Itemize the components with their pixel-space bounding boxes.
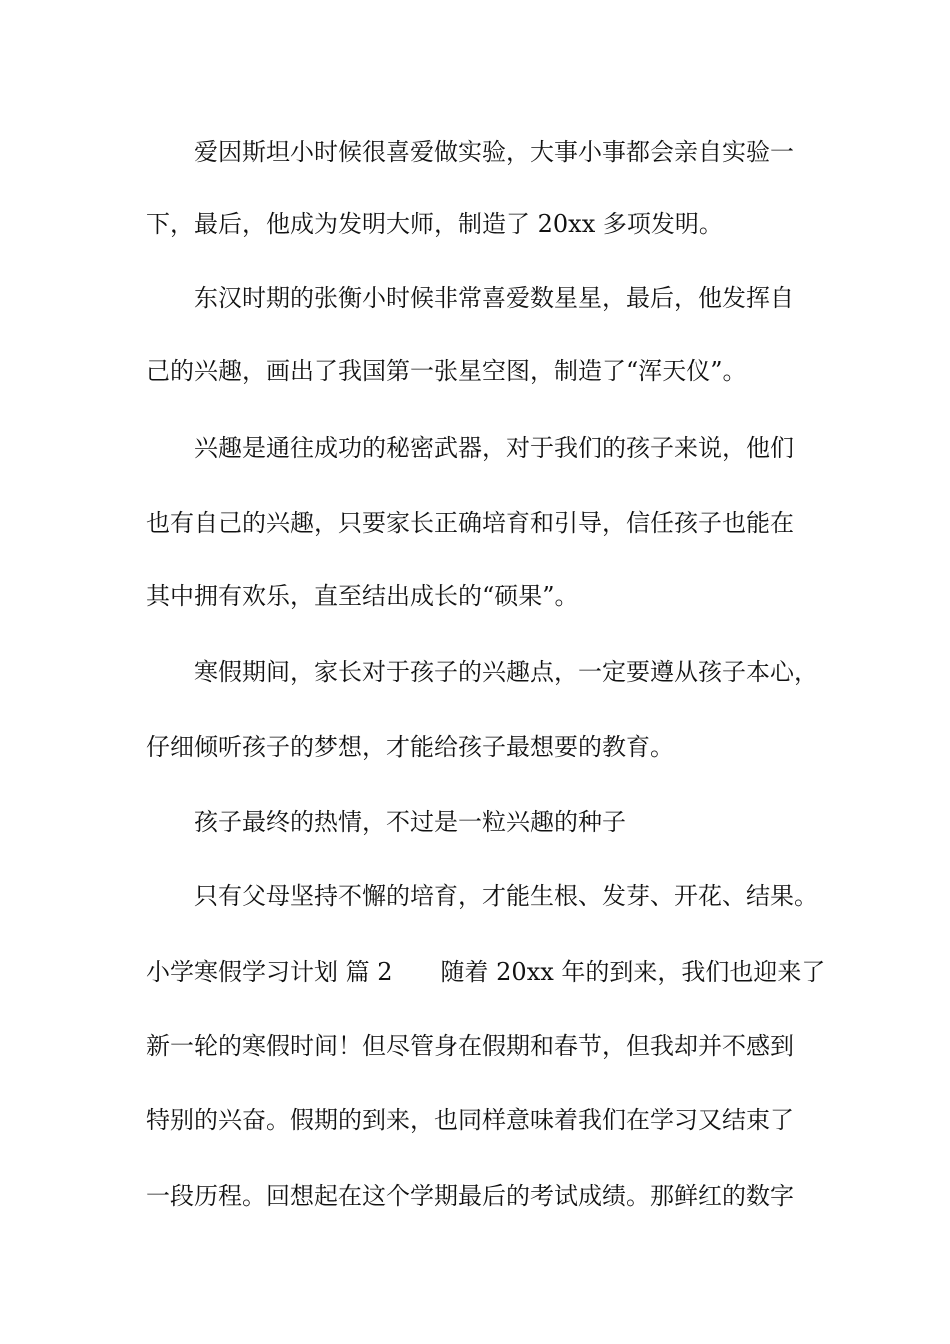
text-line: 己的兴趣，画出了我国第一张星空图，制造了“浑天仪”。 bbox=[146, 357, 747, 385]
text-line: 其中拥有欢乐，直至结出成长的“硕果”。 bbox=[146, 582, 579, 610]
text-line: 爱因斯坦小时候很喜爱做实验，大事小事都会亲自实验一 bbox=[194, 138, 794, 166]
text-line: 新一轮的寒假时间！但尽管身在假期和春节，但我却并不感到 bbox=[146, 1032, 794, 1060]
text-line: 下，最后，他成为发明大师，制造了 20xx 多项发明。 bbox=[146, 210, 723, 238]
text-line: 孩子最终的热情，不过是一粒兴趣的种子 bbox=[194, 808, 626, 836]
text-line: 东汉时期的张衡小时候非常喜爱数星星，最后，他发挥自 bbox=[194, 284, 794, 312]
text-line: 也有自己的兴趣，只要家长正确培育和引导，信任孩子也能在 bbox=[146, 509, 794, 537]
text-line: 兴趣是通往成功的秘密武器，对于我们的孩子来说，他们 bbox=[194, 434, 794, 462]
text-line: 仔细倾听孩子的梦想，才能给孩子最想要的教育。 bbox=[146, 733, 674, 761]
text-line: 小学寒假学习计划 篇 2 随着 20xx 年的到来，我们也迎来了 bbox=[146, 958, 826, 986]
text-line: 寒假期间，家长对于孩子的兴趣点，一定要遵从孩子本心， bbox=[194, 658, 818, 686]
text-line: 特别的兴奋。假期的到来，也同样意味着我们在学习又结束了 bbox=[146, 1106, 794, 1134]
text-line: 一段历程。回想起在这个学期最后的考试成绩。那鲜红的数字 bbox=[146, 1182, 794, 1210]
text-line: 只有父母坚持不懈的培育，才能生根、发芽、开花、结果。 bbox=[194, 882, 818, 910]
